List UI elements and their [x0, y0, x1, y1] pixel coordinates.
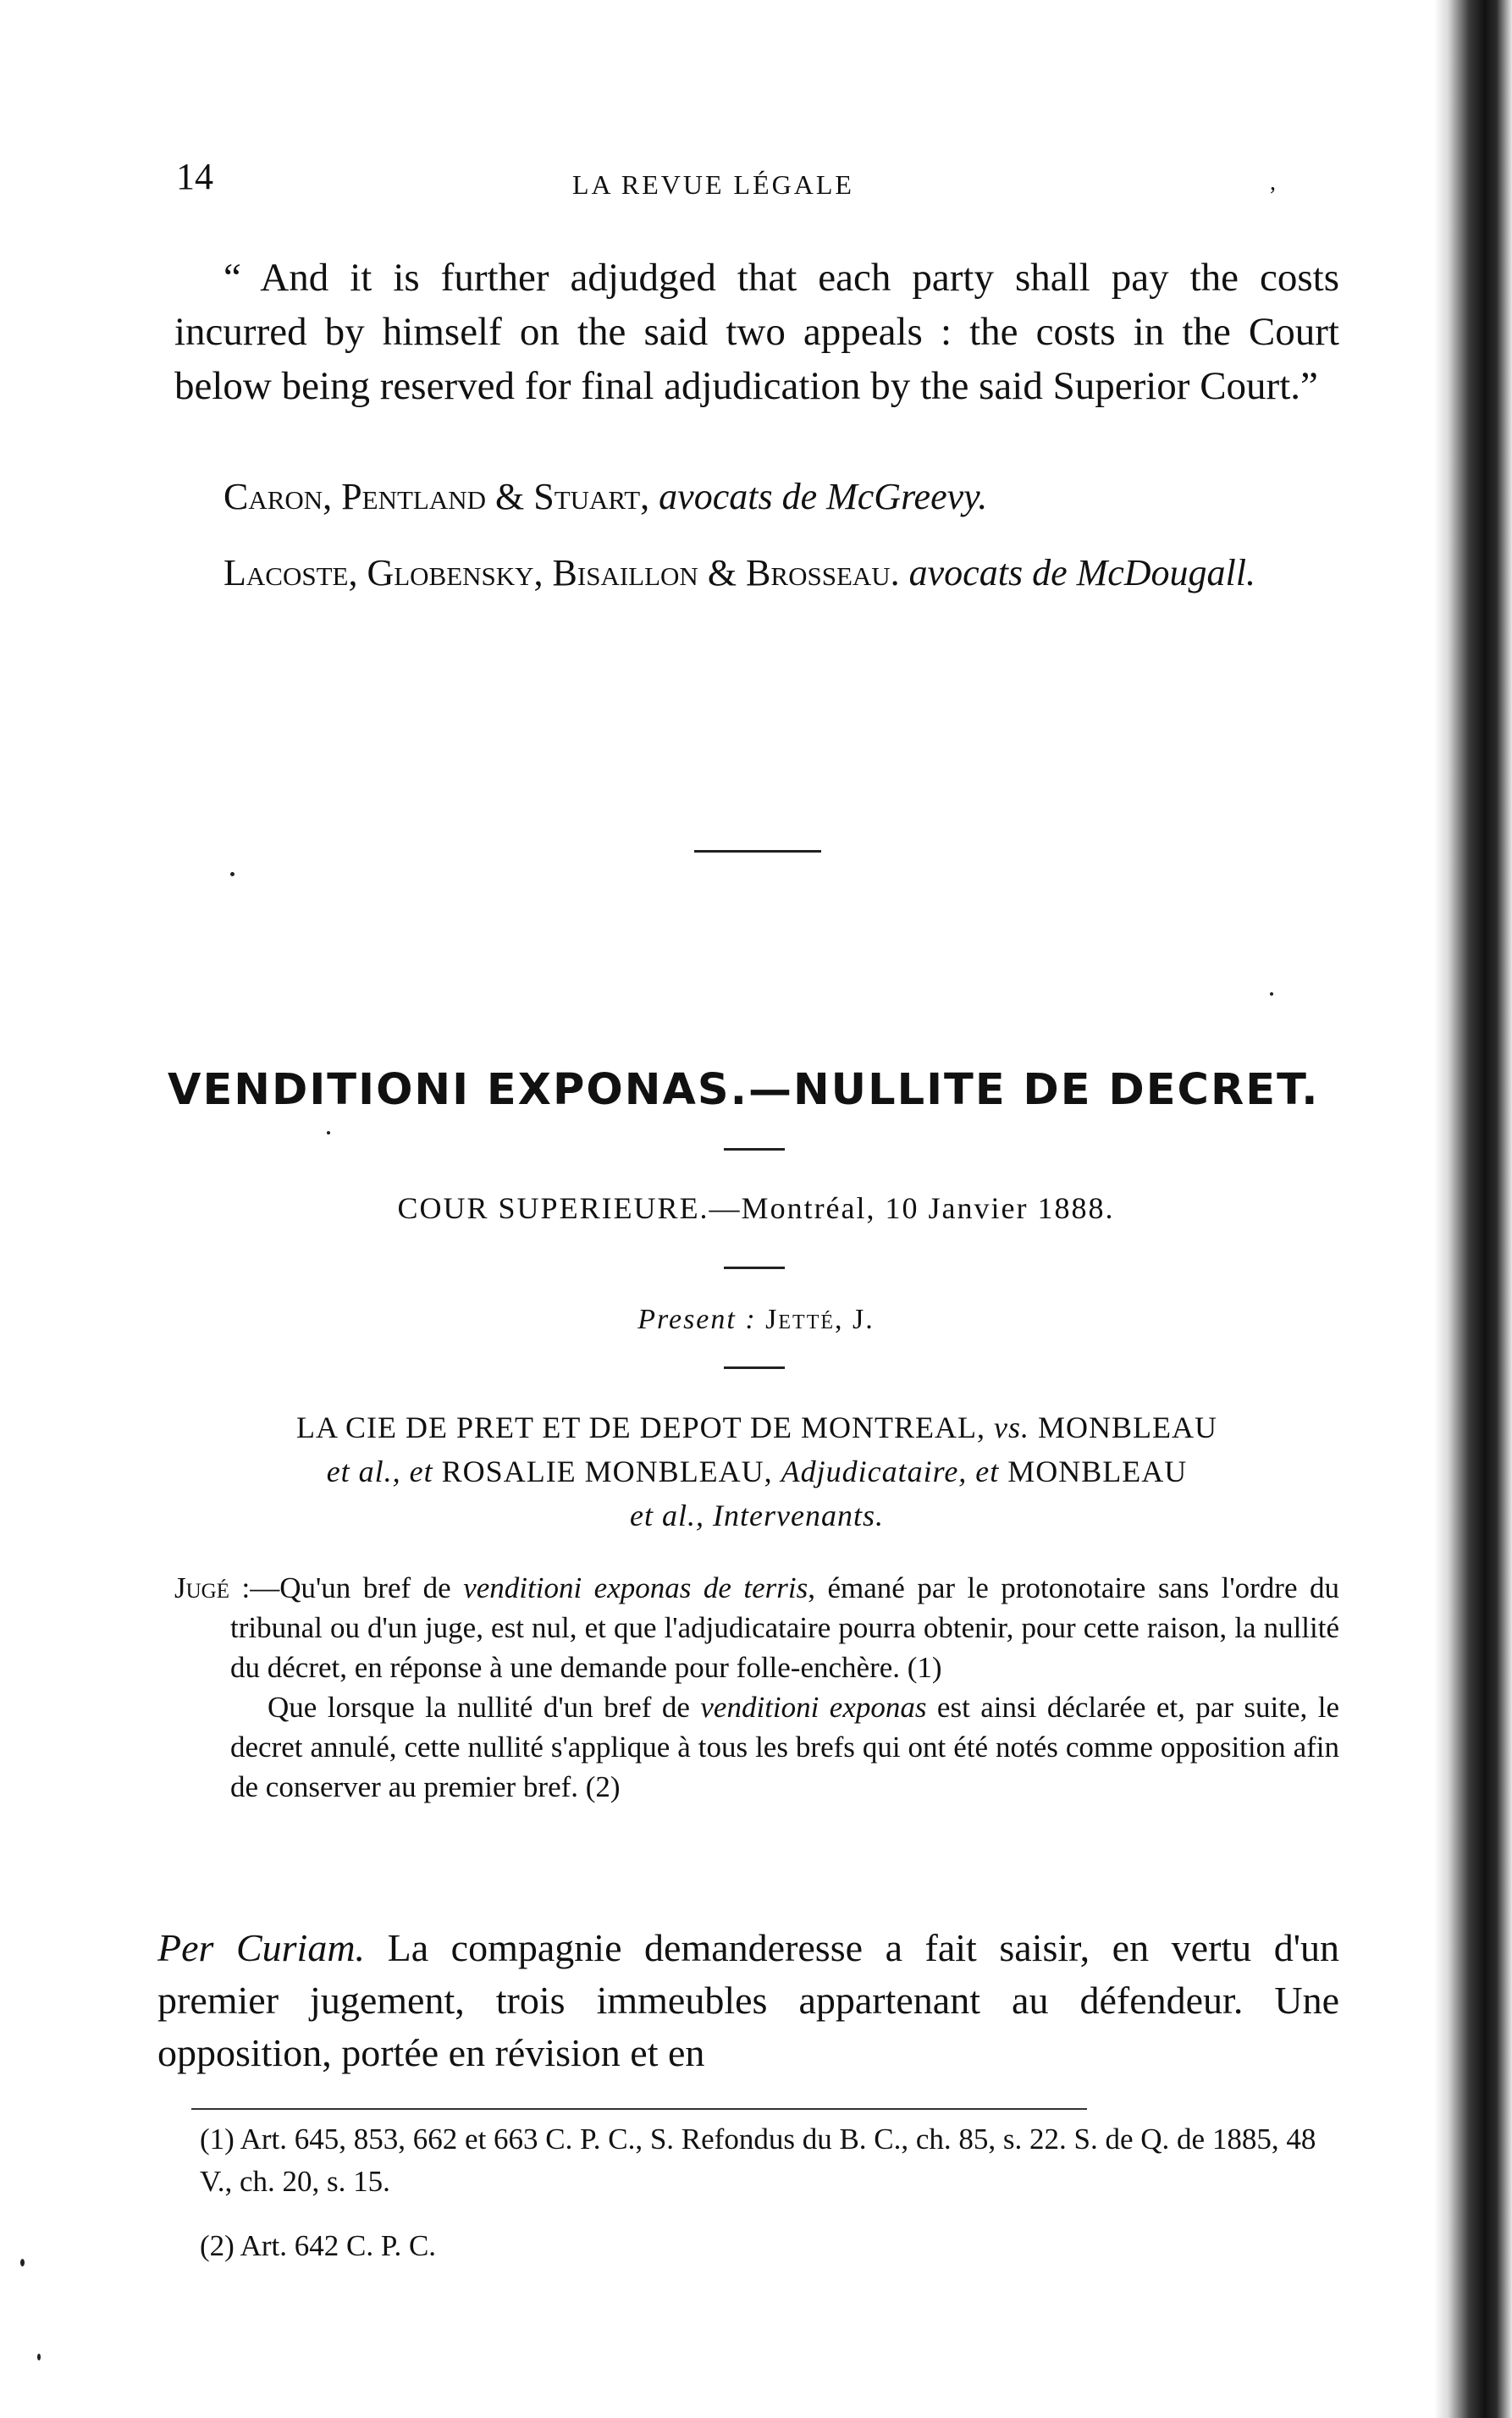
- headnote: [174, 1568, 1339, 1807]
- section-divider: [694, 850, 821, 853]
- adjudicataire-label: Adjudicataire, et: [781, 1455, 1000, 1488]
- case-title: VENDITIONI EXPONAS.—NULLITE DE DECRET.: [168, 1065, 1320, 1115]
- footnote-rule: [191, 2108, 1087, 2110]
- adjudicataire-name: ROSALIE MONBLEAU,: [441, 1455, 773, 1488]
- court-line: COUR SUPERIEURE.—Montréal, 10 Janvier 1888.: [397, 1191, 1115, 1225]
- intervenant-name: MONBLEAU: [1007, 1455, 1188, 1488]
- print-speck: ,: [1270, 169, 1276, 196]
- court-rule: [724, 1267, 785, 1269]
- quote-text: “ And it is further adjudged that each party shall pay the costs incurred by himself on the said two appeals : the costs in the Court below being reserved for final adjudication by the said Superior Court.”: [174, 256, 1339, 408]
- print-speck: [327, 1131, 330, 1134]
- per-curiam: Per Curiam.: [157, 1926, 366, 1969]
- footnote-1: (1) Art. 645, 853, 662 et 663 C. P. C., S. Refondus du B. C., ch. 85, s. 22. S. de Q. de 1885, 48 V., ch. 20, s. 15.: [200, 2123, 1316, 2198]
- parties-line-2: [174, 1449, 1339, 1493]
- headnote-text-1a: :—Qu'un bref de: [229, 1571, 464, 1604]
- counsel-role-2: avocats de McDougall.: [908, 552, 1255, 593]
- present-judge: Jetté, J.: [765, 1304, 875, 1335]
- headnote-text-1b: , émané par le protonotaire sans l'ordre du tribunal ou d'un juge, est nul, et que l'adjudicataire pourra obtenir, pour cette raison, la nullité du décret, en réponse à une demande pour folle-enchère. (1): [230, 1571, 1339, 1684]
- page-number: 14: [176, 156, 213, 197]
- present-label: Present :: [637, 1304, 757, 1335]
- counsel-names-2: Lacoste, Globensky, Bisaillon & Brosseau.: [223, 552, 900, 593]
- running-head: LA REVUE LÉGALE: [572, 169, 854, 200]
- quoted-judgment: [174, 251, 1339, 413]
- print-speck: [1270, 992, 1273, 996]
- print-speck: [230, 872, 235, 876]
- title-rule: [724, 1148, 785, 1151]
- headnote-text-2a: Que lorsque la nullité d'un bref de: [268, 1691, 701, 1724]
- et-al-1: et al., et: [326, 1455, 433, 1488]
- footnote-2: (2) Art. 642 C. P. C.: [200, 2229, 437, 2262]
- defendant: MONBLEAU: [1037, 1410, 1217, 1444]
- counsel-names-1: Caron, Pentland & Stuart,: [223, 476, 650, 517]
- present-rule: [724, 1366, 785, 1369]
- plaintiff: LA CIE DE PRET ET DE DEPOT DE MONTREAL,: [296, 1410, 985, 1444]
- versus: vs.: [993, 1410, 1029, 1444]
- headnote-term-2: venditioni exponas: [700, 1691, 927, 1724]
- print-speck: [37, 2354, 41, 2360]
- headnote-term-1: venditioni exponas de terris: [463, 1571, 808, 1604]
- juge-label: Jugé: [174, 1571, 229, 1604]
- case-parties: [174, 1405, 1339, 1537]
- present-line: [0, 1304, 1512, 1336]
- counsel-line-1: [174, 472, 1339, 522]
- parties-line-3: et al., Intervenants.: [630, 1499, 884, 1532]
- print-speck: [20, 2259, 25, 2266]
- headnote-para-2: [174, 1687, 1339, 1807]
- headnote-text-2b: est ainsi déclarée et, par suite, le decret annulé, cette nullité s'applique à tous les brefs qui ont été notés comme opposition afin de conserver au premier bref. (2): [230, 1691, 1339, 1803]
- counsel-line-2: [174, 549, 1339, 598]
- body-paragraph: [157, 1922, 1339, 2079]
- body-text: La compagnie demanderesse a fait saisir, en vertu d'un premier jugement, trois immeubles appartenant au défendeur. Une opposition, portée en révision et en: [157, 1926, 1340, 2074]
- headnote-para-1: [174, 1568, 1339, 1687]
- parties-line-1: [174, 1405, 1339, 1449]
- counsel-role-1: avocats de McGreevy.: [659, 476, 988, 517]
